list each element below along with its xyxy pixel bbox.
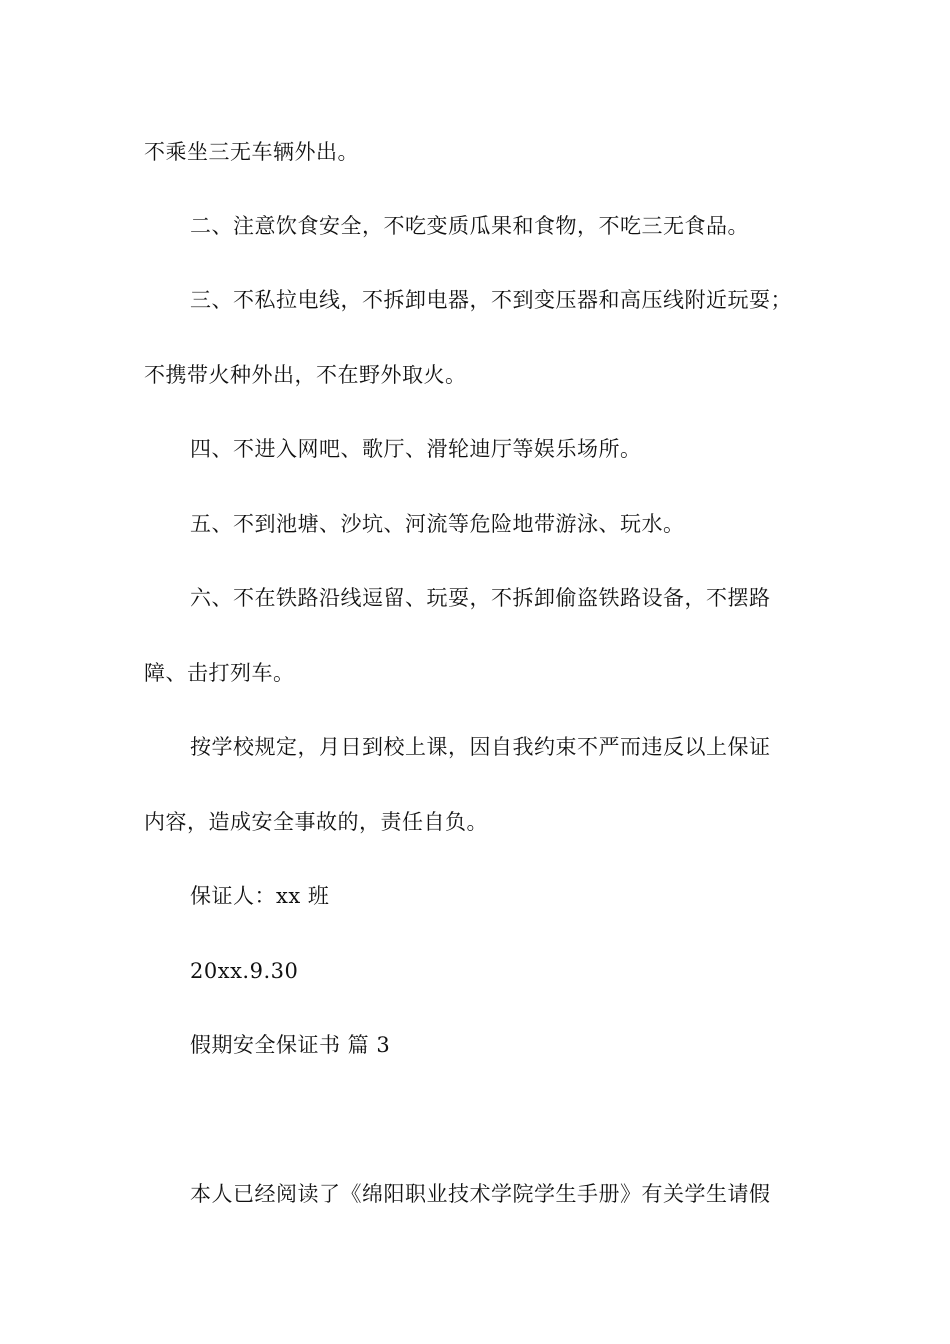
paragraph-line: 障、击打列车。 — [144, 661, 295, 685]
paragraph-line: 五、不到池塘、沙坑、河流等危险地带游泳、玩水。 — [190, 512, 685, 536]
paragraph-line: 不携带火种外出，不在野外取火。 — [144, 363, 467, 387]
paragraph-line: 不乘坐三无车辆外出。 — [144, 140, 359, 164]
paragraph-line: 三、不私拉电线，不拆卸电器，不到变压器和高压线附近玩耍； — [190, 288, 792, 312]
paragraph-line: 本人已经阅读了《绵阳职业技术学院学生手册》有关学生请假 — [190, 1182, 771, 1206]
section-heading: 假期安全保证书 篇 3 — [190, 1033, 391, 1057]
paragraph-line: 六、不在铁路沿线逗留、玩耍，不拆卸偷盗铁路设备，不摆路 — [190, 586, 771, 610]
date-line: 20xx.9.30 — [190, 959, 299, 983]
paragraph-line: 按学校规定，月日到校上课，因自我约束不严而违反以上保证 — [190, 735, 771, 759]
paragraph-line: 四、不进入网吧、歌厅、滑轮迪厅等娱乐场所。 — [190, 437, 642, 461]
paragraph-line: 二、注意饮食安全，不吃变质瓜果和食物，不吃三无食品。 — [190, 214, 749, 238]
paragraph-line: 内容，造成安全事故的，责任自负。 — [144, 810, 488, 834]
guarantor-line: 保证人：xx 班 — [190, 884, 330, 908]
